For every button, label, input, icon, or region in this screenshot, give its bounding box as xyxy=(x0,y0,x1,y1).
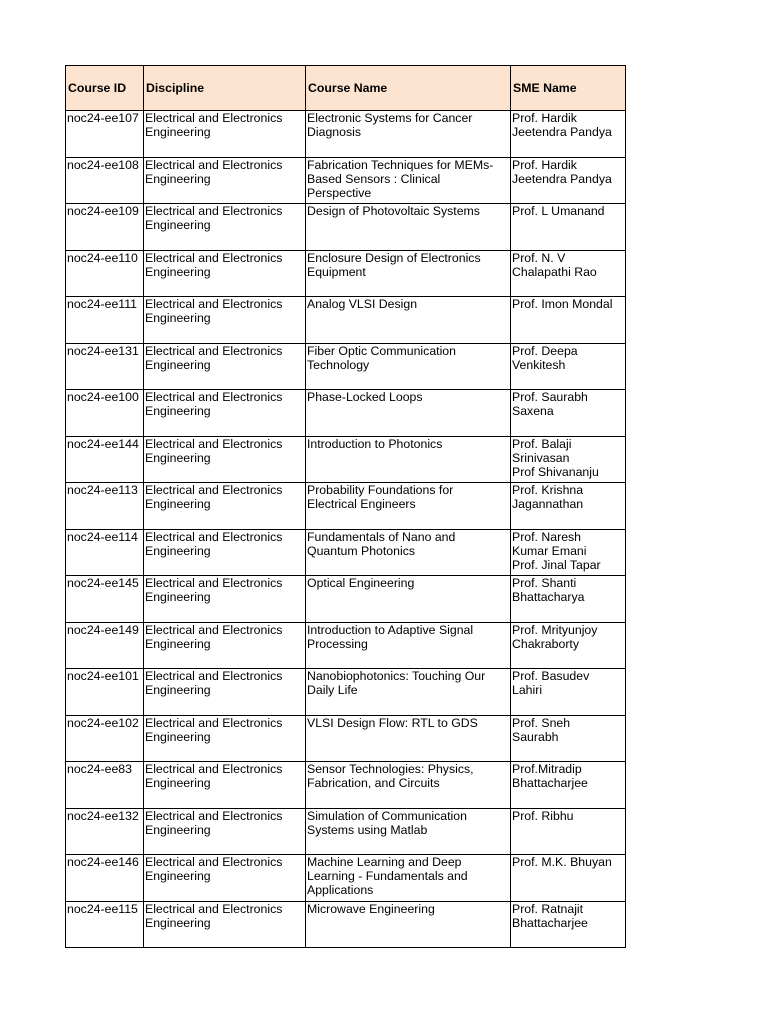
sme-name-cell: Prof. L Umanand xyxy=(511,204,626,251)
discipline-cell: Electrical and Electronics Engineering xyxy=(144,157,306,204)
discipline-cell: Electrical and Electronics Engineering xyxy=(144,250,306,297)
discipline-cell: Electrical and Electronics Engineering xyxy=(144,297,306,344)
sme-name-cell: Prof. Sneh Saurabh xyxy=(511,715,626,762)
table-row xyxy=(66,669,626,716)
course-id-cell: noc24-ee113 xyxy=(66,483,144,530)
table-row xyxy=(66,204,626,251)
sme-name-cell: Prof. Mrityunjoy Chakraborty xyxy=(511,622,626,669)
course-name-cell: Nanobiophotonics: Touching Our Daily Life xyxy=(306,669,511,716)
course-id-cell: noc24-ee145 xyxy=(66,576,144,623)
course-id-cell: noc24-ee100 xyxy=(66,390,144,437)
course-name-cell: Design of Photovoltaic Systems xyxy=(306,204,511,251)
course-id-cell: noc24-ee83 xyxy=(66,762,144,809)
course-id-cell: noc24-ee132 xyxy=(66,808,144,855)
table-row xyxy=(66,436,626,483)
course-id-cell: noc24-ee101 xyxy=(66,669,144,716)
discipline-cell: Electrical and Electronics Engineering xyxy=(144,901,306,948)
table-row xyxy=(66,762,626,809)
sme-name-cell: Prof. Balaji Srinivasan Prof Shivananju xyxy=(511,436,626,483)
course-name-cell: Optical Engineering xyxy=(306,576,511,623)
header-course-id: Course ID xyxy=(66,66,144,111)
course-id-cell: noc24-ee111 xyxy=(66,297,144,344)
course-id-cell: noc24-ee102 xyxy=(66,715,144,762)
discipline-cell: Electrical and Electronics Engineering xyxy=(144,808,306,855)
sme-name-cell: Prof. Deepa Venkitesh xyxy=(511,343,626,390)
table-row xyxy=(66,343,626,390)
sme-name-cell: Prof. Hardik Jeetendra Pandya xyxy=(511,111,626,158)
course-name-cell: Introduction to Adaptive Signal Processing xyxy=(306,622,511,669)
course-name-cell: Introduction to Photonics xyxy=(306,436,511,483)
table-row xyxy=(66,901,626,948)
table-row xyxy=(66,390,626,437)
discipline-cell: Electrical and Electronics Engineering xyxy=(144,529,306,576)
course-name-cell: Simulation of Communication Systems using Matlab xyxy=(306,808,511,855)
header-row xyxy=(66,66,626,111)
table-row xyxy=(66,808,626,855)
discipline-cell: Electrical and Electronics Engineering xyxy=(144,576,306,623)
course-name-cell: Enclosure Design of Electronics Equipment xyxy=(306,250,511,297)
discipline-cell: Electrical and Electronics Engineering xyxy=(144,622,306,669)
course-id-cell: noc24-ee108 xyxy=(66,157,144,204)
course-id-cell: noc24-ee146 xyxy=(66,855,144,902)
course-name-cell: Fiber Optic Communication Technology xyxy=(306,343,511,390)
sme-name-cell: Prof. Naresh Kumar Emani Prof. Jinal Tapar xyxy=(511,529,626,576)
table-row xyxy=(66,529,626,576)
course-id-cell: noc24-ee110 xyxy=(66,250,144,297)
course-id-cell: noc24-ee109 xyxy=(66,204,144,251)
sme-name-cell: Prof.Mitradip Bhattacharjee xyxy=(511,762,626,809)
course-id-cell: noc24-ee149 xyxy=(66,622,144,669)
header-sme-name: SME Name xyxy=(511,66,626,111)
discipline-cell: Electrical and Electronics Engineering xyxy=(144,762,306,809)
header-course-name: Course Name xyxy=(306,66,511,111)
course-name-cell: Phase-Locked Loops xyxy=(306,390,511,437)
sme-name-cell: Prof. Shanti Bhattacharya xyxy=(511,576,626,623)
course-id-cell: noc24-ee115 xyxy=(66,901,144,948)
course-name-cell: Probability Foundations for Electrical Engineers xyxy=(306,483,511,530)
sme-name-cell: Prof. N. V Chalapathi Rao xyxy=(511,250,626,297)
discipline-cell: Electrical and Electronics Engineering xyxy=(144,715,306,762)
sme-name-cell: Prof. Hardik Jeetendra Pandya xyxy=(511,157,626,204)
header-discipline: Discipline xyxy=(144,66,306,111)
course-name-cell: Microwave Engineering xyxy=(306,901,511,948)
course-name-cell: Fundamentals of Nano and Quantum Photonics xyxy=(306,529,511,576)
discipline-cell: Electrical and Electronics Engineering xyxy=(144,483,306,530)
table-row xyxy=(66,111,626,158)
course-table xyxy=(65,65,626,948)
course-name-cell: Analog VLSI Design xyxy=(306,297,511,344)
sme-name-cell: Prof. Ribhu xyxy=(511,808,626,855)
discipline-cell: Electrical and Electronics Engineering xyxy=(144,669,306,716)
discipline-cell: Electrical and Electronics Engineering xyxy=(144,111,306,158)
table-body xyxy=(66,111,626,948)
table-row xyxy=(66,157,626,204)
discipline-cell: Electrical and Electronics Engineering xyxy=(144,204,306,251)
course-sheet xyxy=(65,65,626,948)
course-name-cell: VLSI Design Flow: RTL to GDS xyxy=(306,715,511,762)
sme-name-cell: Prof. Saurabh Saxena xyxy=(511,390,626,437)
course-name-cell: Fabrication Techniques for MEMs- Based Sensors : Clinical Perspective xyxy=(306,157,511,204)
sme-name-cell: Prof. Krishna Jagannathan xyxy=(511,483,626,530)
course-name-cell: Electronic Systems for Cancer Diagnosis xyxy=(306,111,511,158)
discipline-cell: Electrical and Electronics Engineering xyxy=(144,855,306,902)
table-row xyxy=(66,715,626,762)
sme-name-cell: Prof. Imon Mondal xyxy=(511,297,626,344)
table-row xyxy=(66,855,626,902)
table-row xyxy=(66,483,626,530)
sme-name-cell: Prof. M.K. Bhuyan xyxy=(511,855,626,902)
table-row xyxy=(66,576,626,623)
discipline-cell: Electrical and Electronics Engineering xyxy=(144,390,306,437)
sme-name-cell: Prof. Ratnajit Bhattacharjee xyxy=(511,901,626,948)
course-id-cell: noc24-ee107 xyxy=(66,111,144,158)
course-id-cell: noc24-ee144 xyxy=(66,436,144,483)
sme-name-cell: Prof. Basudev Lahiri xyxy=(511,669,626,716)
table-row xyxy=(66,297,626,344)
discipline-cell: Electrical and Electronics Engineering xyxy=(144,343,306,390)
table-row xyxy=(66,250,626,297)
discipline-cell: Electrical and Electronics Engineering xyxy=(144,436,306,483)
table-row xyxy=(66,622,626,669)
course-name-cell: Sensor Technologies: Physics, Fabrication, and Circuits xyxy=(306,762,511,809)
course-id-cell: noc24-ee114 xyxy=(66,529,144,576)
course-id-cell: noc24-ee131 xyxy=(66,343,144,390)
course-name-cell: Machine Learning and Deep Learning - Fundamentals and Applications xyxy=(306,855,511,902)
